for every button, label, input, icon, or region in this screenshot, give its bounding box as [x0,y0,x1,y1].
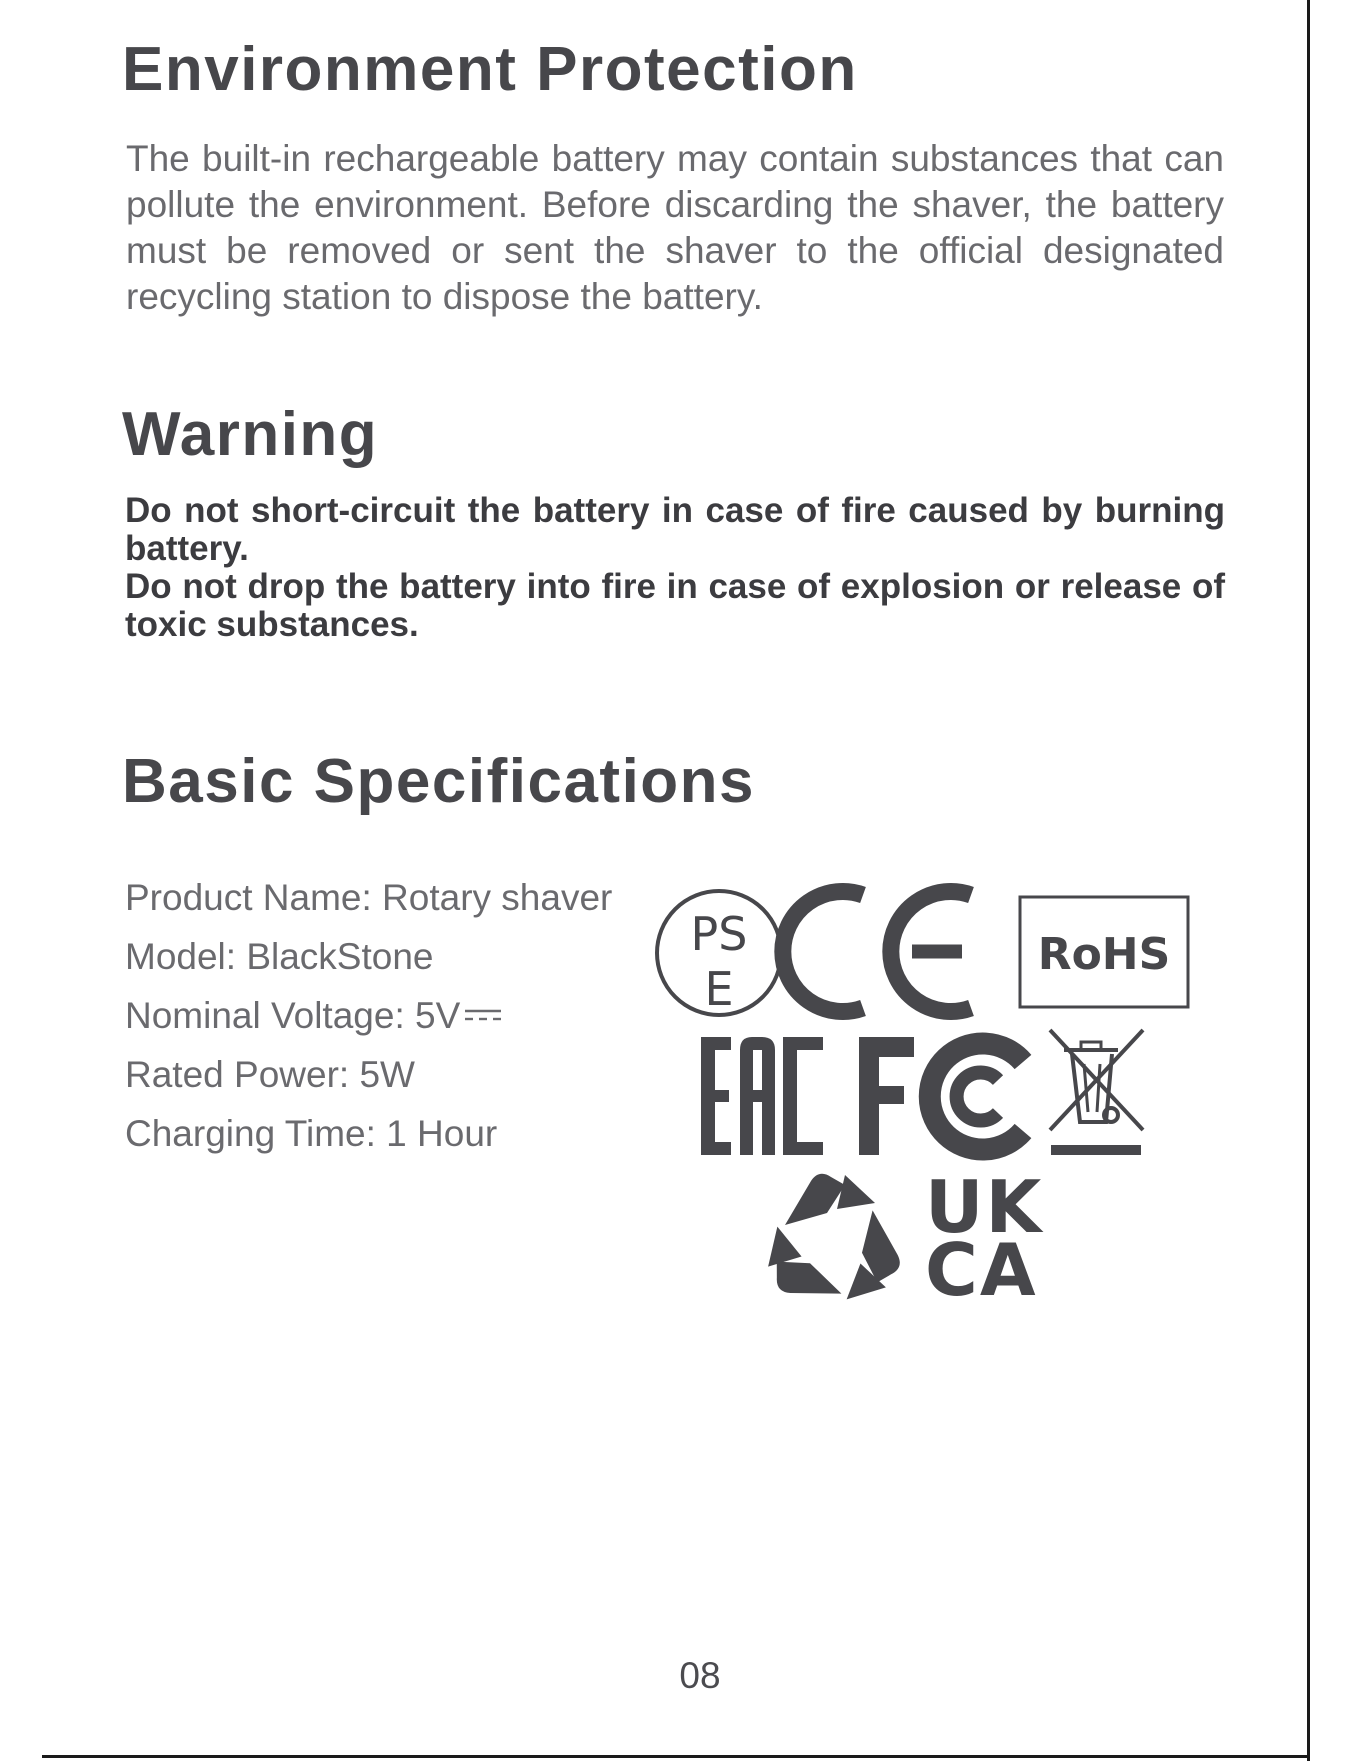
recycle-icon [752,1174,917,1319]
eac-mark [701,1037,823,1155]
environment-body: The built-in rechargeable battery may contain substances that can pollute the environment. Before discarding the shaver, the battery must be removed or sent the shaver to the official designated recycling station to dispose the battery. [126,138,1224,317]
warning-body [125,492,1225,644]
weee-crossed-bin-icon [1050,1030,1143,1155]
fcc-c-mark [930,1044,1023,1150]
svg-text:UK: UK [925,1165,1044,1249]
dc-current-icon [464,1005,502,1025]
svg-text:RoHS: RoHS [1037,929,1171,980]
spec-charging-time: Charging Time: 1 Hour [125,1113,498,1154]
warning-heading: Warning [122,400,379,469]
warning-line-short-circuit: Do not short-circuit the battery in case of fire caused by burning battery. [125,491,1225,568]
spec-nominal-voltage: Nominal Voltage: 5V [125,986,612,1045]
svg-text:CA: CA [925,1228,1038,1312]
ce-mark [783,892,971,1012]
page-border-bottom [42,1755,1310,1758]
spec-product-name: Product Name: Rotary shaver [125,877,613,918]
svg-text:PS: PS [690,907,748,961]
rohs-mark [1020,897,1188,1007]
spec-model: Model: BlackStone [125,936,434,977]
spec-rated-power: Rated Power: 5W [125,1054,415,1095]
fcc-mark [859,1037,914,1155]
specifications-list [125,868,612,1163]
page-number: 08 [679,1655,721,1696]
page-border-right [1307,0,1310,1761]
ukca-mark [925,1165,1043,1312]
specifications-heading: Basic Specifications [122,747,756,816]
svg-text:E: E [704,962,734,1016]
environment-heading: Environment Protection [122,35,858,104]
warning-line-fire: Do not drop the battery into fire in case of explosion or release of toxic substances. [125,567,1225,644]
pse-mark [657,891,781,1016]
